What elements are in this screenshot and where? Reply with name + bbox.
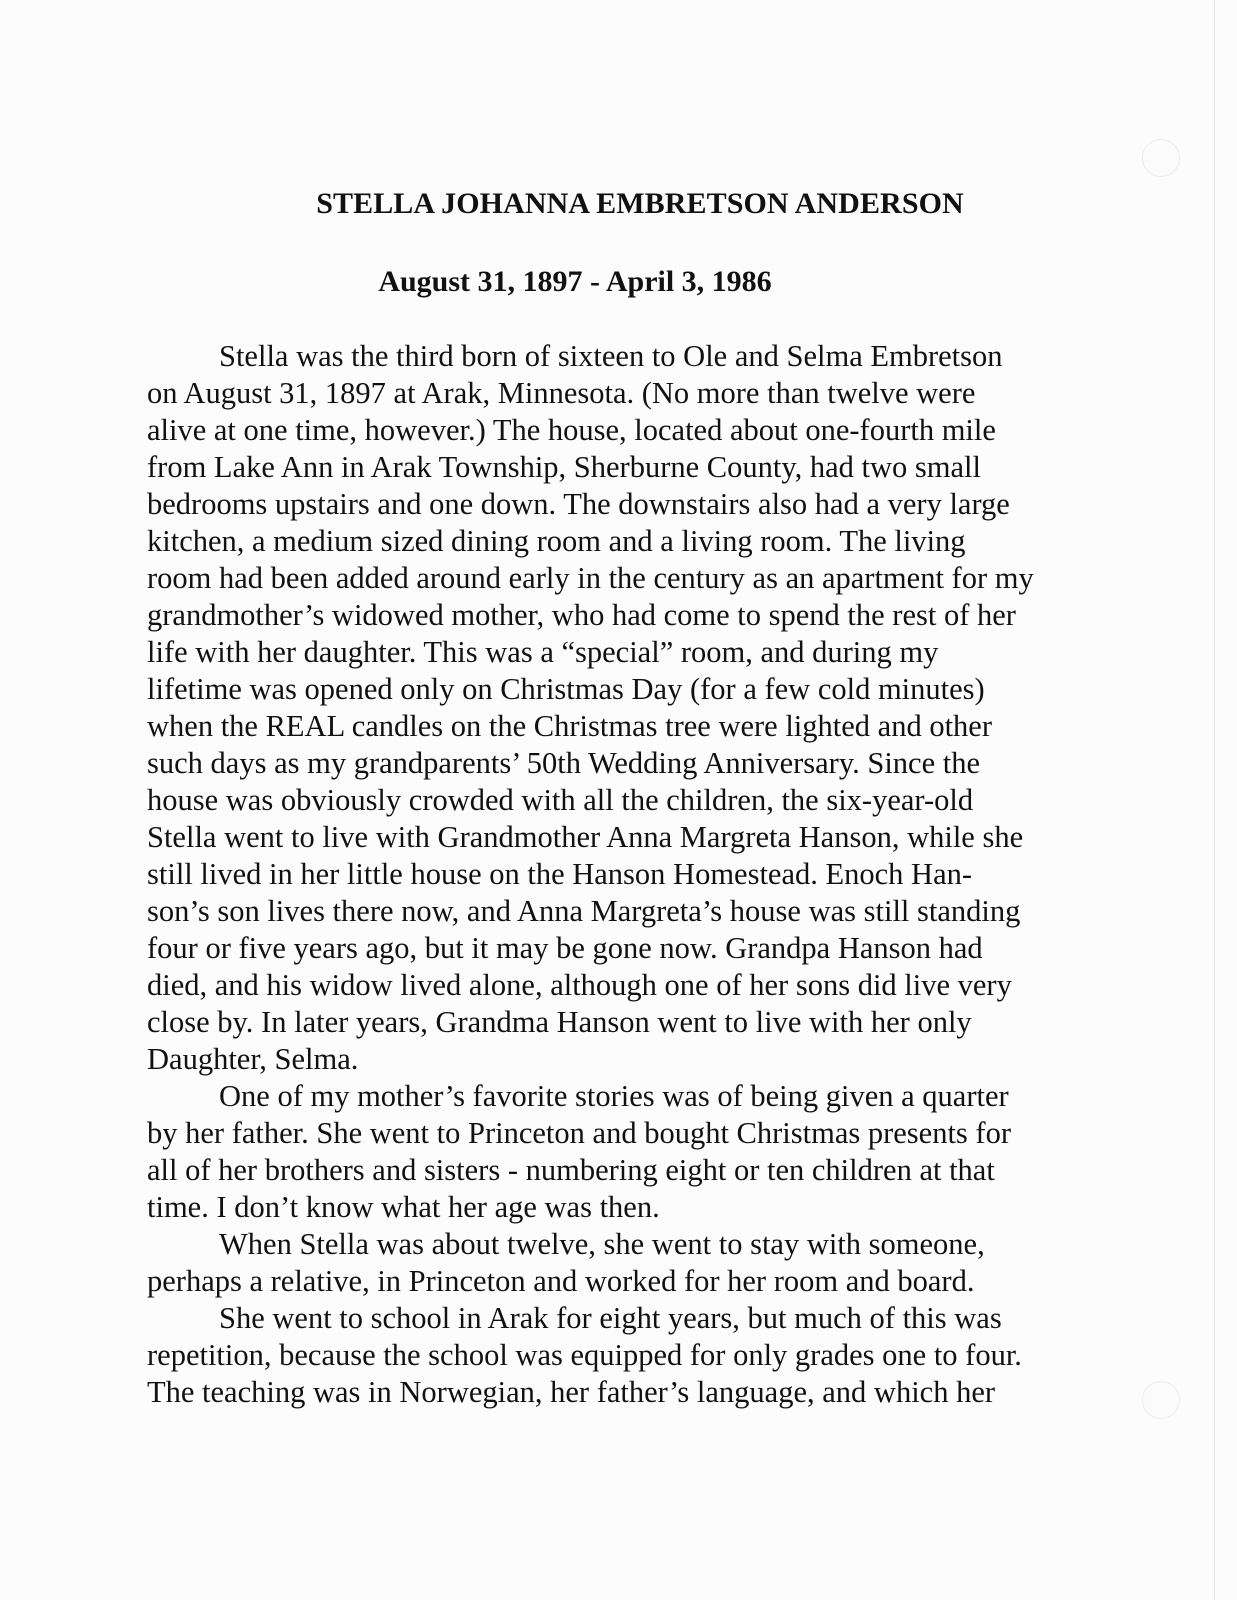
text-line: lifetime was opened only on Christmas Day (for a few cold minutes) (147, 672, 985, 706)
text-line: She went to school in Arak for eight years, but much of this was (219, 1301, 1002, 1335)
text-line: when the REAL candles on the Christmas tree were lighted and other (147, 709, 992, 743)
punch-hole-bottom (1142, 1381, 1180, 1419)
document-dates: August 31, 1897 - April 3, 1986 (378, 265, 772, 298)
text-line: on August 31, 1897 at Arak, Minnesota. (No more than twelve were (147, 376, 976, 410)
text-line: When Stella was about twelve, she went to stay with someone, (219, 1227, 985, 1261)
page-edge (1214, 0, 1215, 1600)
text-line: bedrooms upstairs and one down. The downstairs also had a very large (147, 487, 1010, 521)
text-line: such days as my grandparents’ 50th Wedding Anniversary. Since the (147, 746, 981, 780)
text-line: grandmother’s widowed mother, who had come to spend the rest of her (147, 598, 1016, 632)
text-line: time. I don’t know what her age was then. (147, 1190, 660, 1224)
text-line: by her father. She went to Princeton and bought Christmas presents for (147, 1116, 1011, 1150)
text-line: Daughter, Selma. (147, 1042, 359, 1076)
text-line: Stella was the third born of sixteen to Ole and Selma Embretson (219, 339, 1003, 373)
text-line: perhaps a relative, in Princeton and worked for her room and board. (147, 1264, 975, 1298)
text-line: son’s son lives there now, and Anna Margreta’s house was still standing (147, 894, 1021, 928)
text-line: Stella went to live with Grandmother Anna Margreta Hanson, while she (147, 820, 1024, 854)
text-line: alive at one time, however.) The house, located about one-fourth mile (147, 413, 996, 447)
text-line: four or five years ago, but it may be gone now. Grandpa Hanson had (147, 931, 983, 965)
text-line: The teaching was in Norwegian, her father’s language, and which her (147, 1375, 996, 1409)
body-text (147, 338, 1147, 1411)
text-line: repetition, because the school was equipped for only grades one to four. (147, 1338, 1022, 1372)
document-title: STELLA JOHANNA EMBRETSON ANDERSON (316, 187, 964, 220)
text-line: house was obviously crowded with all the children, the six-year-old (147, 783, 974, 817)
text-line: died, and his widow lived alone, although one of her sons did live very (147, 968, 1012, 1002)
text-line: still lived in her little house on the Hanson Homestead. Enoch Han- (147, 857, 973, 891)
text-line: room had been added around early in the century as an apartment for my (147, 561, 1034, 595)
text-line: close by. In later years, Grandma Hanson went to live with her only (147, 1005, 972, 1039)
text-line: from Lake Ann in Arak Township, Sherburne County, had two small (147, 450, 981, 484)
text-line: One of my mother’s favorite stories was of being given a quarter (219, 1079, 1009, 1113)
text-line: all of her brothers and sisters - numbering eight or ten children at that (147, 1153, 995, 1187)
punch-hole-top (1142, 139, 1180, 177)
text-line: kitchen, a medium sized dining room and a living room. The living (147, 524, 966, 558)
text-line: life with her daughter. This was a “special” room, and during my (147, 635, 939, 669)
